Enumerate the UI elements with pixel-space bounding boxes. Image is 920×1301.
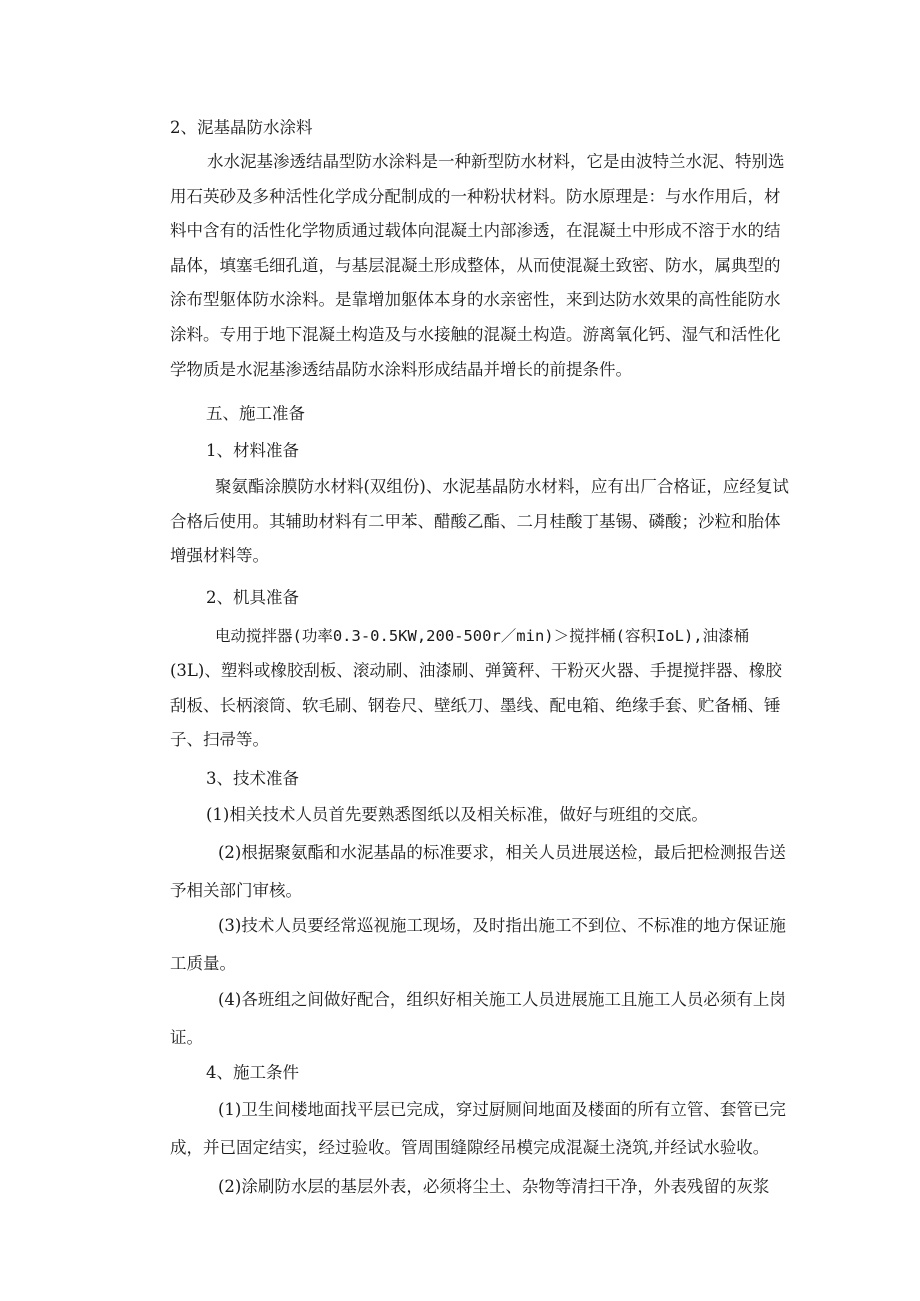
paragraph-tools-continued: (3L)、塑料或橡胶刮板、滚动刷、油漆刷、弹簧秤、干粉灭火器、手提搅拌器、橡胶刮板、长柄滚筒、软毛刷、钢卷尺、壁纸刀、墨线、配电箱、绝缘手套、贮备桶、锤子、扫帚等。 bbox=[170, 661, 782, 750]
heading-technical-preparation: 3、技术准备 bbox=[206, 769, 299, 788]
paragraph-conditions-1: (1)卫生间楼地面找平层已完成，穿过厨厕间地面及楼面的所有立管、套管已完成，并已固定结实，经过验收。管周围缝隙经吊模完成混凝土浇筑,并经试水验收。 bbox=[170, 1100, 786, 1157]
heading-material-preparation: 1、材料准备 bbox=[206, 441, 299, 460]
heading-cement-coating: 2、泥基晶防水涂料 bbox=[170, 118, 313, 137]
paragraph-tools-line1: 电动搅拌器(功率0.3-0.5KW,200-500r／min)＞搅拌桶(容积IoL),油漆桶 bbox=[215, 627, 750, 645]
paragraph-tech-1: (1)相关技术人员首先要熟悉图纸以及相关标准，做好与班组的交底。 bbox=[206, 805, 708, 824]
paragraph-conditions-2: (2)涂刷防水层的基层外表，必须将尘土、杂物等清扫干净，外表残留的灰浆 bbox=[218, 1177, 770, 1196]
paragraph-tech-3: (3)技术人员要经常巡视施工现场，及时指出施工不到位、不标准的地方保证施工质量。 bbox=[170, 916, 786, 973]
heading-tool-preparation: 2、机具准备 bbox=[206, 588, 299, 607]
paragraph-tech-4: (4)各班组之间做好配合，组织好相关施工人员进展施工且施工人员必须有上岗证。 bbox=[170, 990, 786, 1047]
paragraph-material-preparation: 聚氨酯涂膜防水材料(双组份)、水泥基晶防水材料，应有出厂合格证，应经复试合格后使用。其辅助材料有二甲苯、醋酸乙酯、二月桂酸丁基锡、磷酸；沙粒和胎体增强材料等。 bbox=[170, 477, 789, 566]
paragraph-cement-coating: 水水泥基渗透结晶型防水涂料是一种新型防水材料，它是由波特兰水泥、特别选用石英砂及多种活性化学成分配制成的一种粉状材料。防水原理是：与水作用后，材料中含有的活性化学物质通过载体向混凝土内部渗透，在混凝土中形成不溶于水的结晶体，填塞毛细孔道，与基层混凝土形成整体，从而使混凝土致密、防水，属典型的涂布型躯体防水涂料。是靠增加躯体本身的水亲密性，来到达防水效果的高性能防水涂料。专用于地下混凝土构造及与水接触的混凝土构造。游离氧化钙、湿气和活性化学物质是水泥基渗透结晶防水涂料形成结晶并增长的前提条件。 bbox=[170, 152, 785, 379]
heading-construction-conditions: 4、施工条件 bbox=[206, 1063, 299, 1082]
paragraph-tech-2: (2)根据聚氨酯和水泥基晶的标准要求，相关人员进展送检，最后把检测报告送予相关部门审核。 bbox=[170, 843, 786, 900]
heading-construction-preparation: 五、施工准备 bbox=[206, 404, 305, 423]
